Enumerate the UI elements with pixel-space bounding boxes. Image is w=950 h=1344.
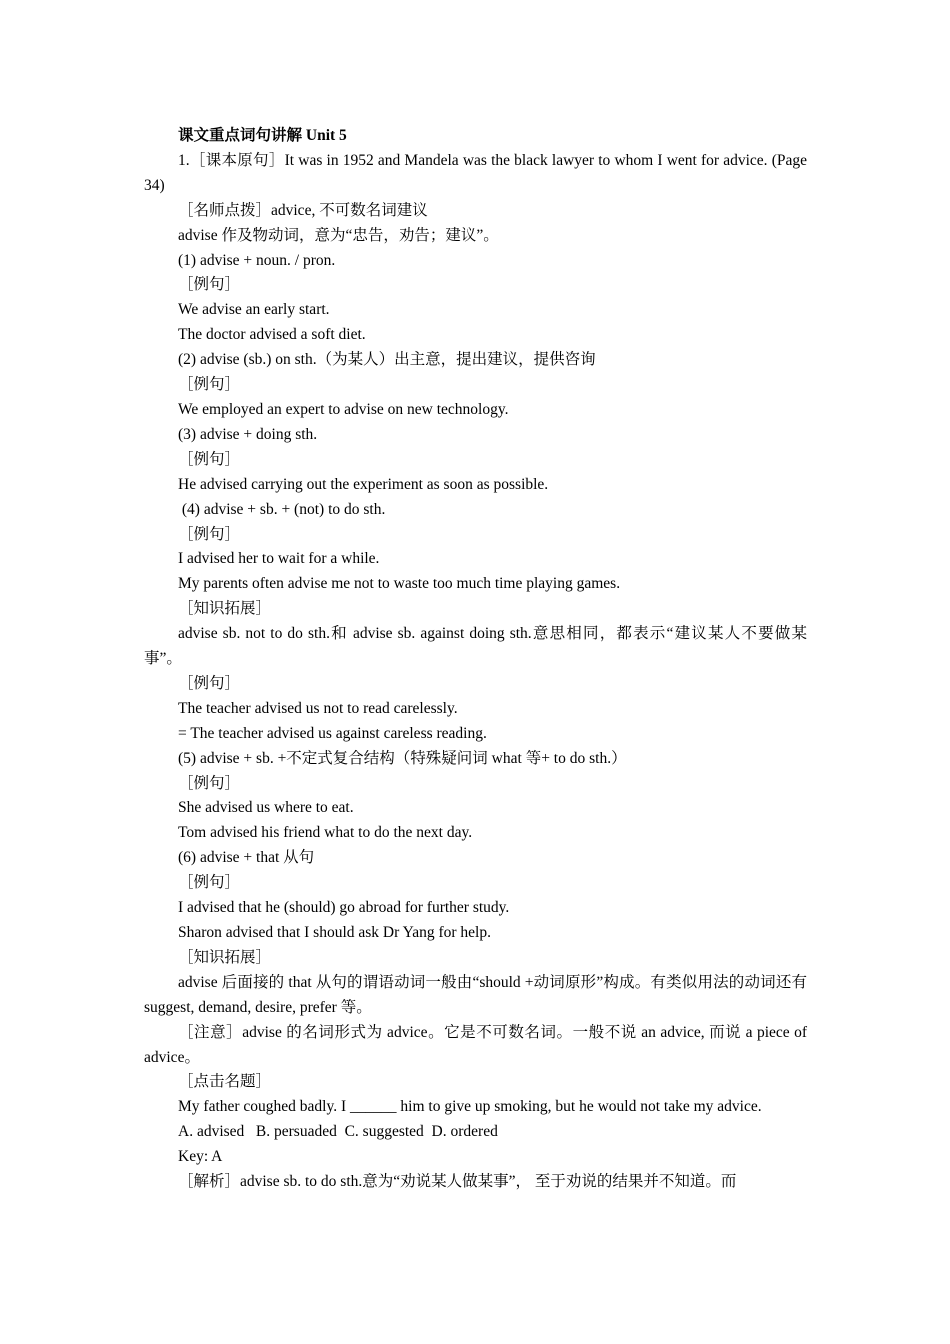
example-sentence: Tom advised his friend what to do the next day. (178, 824, 473, 842)
usage-heading: (2) advise (sb.) on sth.（为某人）出主意，提出建议，提供咨询 (178, 351, 596, 369)
usage-heading: (4) advise + sb. + (not) to do sth. (178, 500, 386, 518)
source-sentence: 1.［课本原句］It was in 1952 and Mandela was the black lawyer to whom I went for advice. (Page 34) (144, 151, 807, 194)
teacher-note: ［名师点拨］advice, 不可数名词建议 (178, 201, 428, 219)
exercise-label: ［点击名题］ (178, 1073, 272, 1091)
example-label: ［例句］ (178, 874, 241, 892)
example-sentence: My parents often advise me not to waste too much time playing games. (178, 575, 621, 593)
knowledge-text: advise 后面接的 that 从句的谓语动词一般由“should +动词原形”构成。有类似用法的动词还有 suggest, demand, desire, prefer 等。 (144, 973, 807, 1016)
usage-heading: (6) advise + that 从句 (178, 849, 315, 867)
exercise-options: A. advised B. persuaded C. suggested D. ordered (178, 1123, 498, 1141)
example-sentence: He advised carrying out the experiment as soon as possible. (178, 475, 549, 493)
document-title: 课文重点词句讲解 Unit 5 (178, 127, 347, 144)
document-page (144, 124, 807, 1195)
example-sentence: I advised her to wait for a while. (178, 550, 380, 568)
example-sentence: Sharon advised that I should ask Dr Yang for help. (178, 924, 491, 941)
usage-heading: (5) advise + sb. +不定式复合结构（特殊疑问词 what 等+ to do sth.） (178, 749, 627, 767)
example-sentence: We advise an early start. (178, 301, 330, 319)
example-sentence: We employed an expert to advise on new technology. (178, 400, 509, 418)
knowledge-text: advise sb. not to do sth.和 advise sb. against doing sth.意思相同，都表示“建议某人不要做某事”。 (144, 625, 807, 668)
example-sentence: The doctor advised a soft diet. (178, 326, 366, 344)
text-line: advise 作及物动词，意为“忠告，劝告；建议”。 (178, 226, 499, 244)
example-label: ［例句］ (178, 376, 241, 394)
exercise-question: My father coughed badly. I ______ him to give up smoking, but he would not take my advice. (178, 1098, 762, 1116)
example-sentence: = The teacher advised us against careless reading. (178, 724, 487, 742)
example-label: ［例句］ (178, 674, 241, 692)
example-sentence: The teacher advised us not to read carelessly. (178, 699, 458, 717)
usage-heading: (3) advise + doing sth. (178, 425, 318, 443)
example-label: ［例句］ (178, 276, 241, 294)
knowledge-label: ［知识拓展］ (178, 948, 272, 966)
example-sentence: She advised us where to eat. (178, 799, 354, 817)
usage-heading: (1) advise + noun. / pron. (178, 251, 336, 269)
example-sentence: I advised that he (should) go abroad for further study. (178, 899, 510, 917)
analysis-text: ［解析］advise sb. to do sth.意为“劝说某人做某事”， 至于劝说的结果并不知道。而 (178, 1173, 737, 1191)
example-label: ［例句］ (178, 525, 241, 543)
example-label: ［例句］ (178, 774, 241, 792)
knowledge-label: ［知识拓展］ (178, 600, 272, 618)
note-text: ［注意］advise 的名词形式为 advice。它是不可数名词。一般不说 an advice, 而说 a piece of advice。 (144, 1023, 807, 1066)
exercise-key: Key: A (178, 1148, 223, 1166)
example-label: ［例句］ (178, 450, 241, 468)
